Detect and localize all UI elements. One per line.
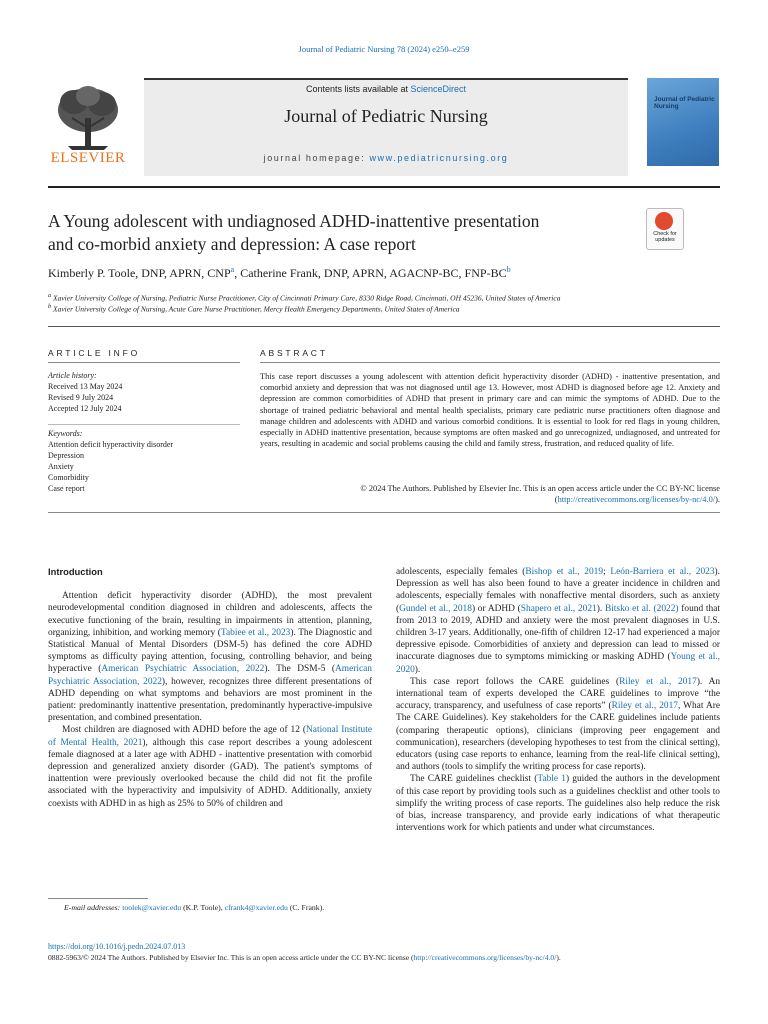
reference-link[interactable]: Riley et al., 2017 (619, 676, 697, 687)
author-1[interactable]: Kimberly P. Toole, DNP, APRN, CNP (48, 266, 231, 280)
check-updates-icon (655, 212, 673, 230)
keyword-item: Case report (48, 484, 85, 493)
footnote-rule (48, 898, 148, 899)
email-link-1[interactable]: toolek@xavier.edu (122, 903, 182, 912)
paragraph (48, 724, 372, 809)
abstract-copyright-prefix: © 2024 The Authors. Published by Elsevier Inc. This is an open access article under the CC BY-NC license ( (360, 484, 720, 505)
affiliation-b (48, 303, 720, 314)
reference-link[interactable]: Tabiee et al., 2023 (220, 627, 291, 638)
abstract-copyright (260, 483, 720, 505)
keyword-item: Comorbidity (48, 473, 89, 482)
paragraph (396, 566, 720, 676)
abstract-heading: ABSTRACT (260, 348, 328, 358)
text-run: ). The DSM-5 ( (264, 664, 336, 675)
text-run: Attention deficit hyperactivity disorder (ADHD), the most prevalent neurodevelopmental condition diagnosed in children and adolescents, affects the executive functioning of the brain, resulting in impairments in attention, planning, organizing, inhibition, and working memory ( (48, 591, 372, 638)
text-run: Most children are diagnosed with ADHD before the age of 12 ( (62, 725, 307, 736)
keyword-item: Depression (48, 451, 84, 460)
issn-license-line (48, 953, 720, 962)
reference-link[interactable]: Gundel et al., 2018 (399, 603, 472, 614)
homepage-prefix: journal homepage: (263, 153, 370, 163)
check-updates-label: Check for updates (653, 231, 677, 244)
reference-link[interactable]: Bitsko et al. (2022) (604, 603, 679, 614)
reference-link[interactable]: Young et al., 2020 (396, 652, 720, 675)
contents-prefix: Contents lists available at (305, 84, 411, 94)
reference-link[interactable]: León-Barriera et al., 2023 (610, 567, 715, 577)
body-column-left (48, 566, 372, 810)
text-run: adolescents, especially females ( (396, 567, 526, 577)
journal-cover-thumbnail[interactable] (647, 78, 719, 166)
email-footnote (64, 903, 664, 912)
received-date: Received 13 May 2024 (48, 382, 123, 391)
email-label: E-mail addresses: (64, 903, 123, 912)
abstract-copyright-suffix: ). (715, 495, 720, 505)
author-1-affiliation-link[interactable]: a (230, 265, 235, 274)
header-divider (48, 186, 720, 188)
reference-link[interactable]: National Institute of Mental Health, 2021 (48, 725, 373, 748)
article-title (48, 210, 608, 256)
elsevier-wordmark: ELSEVIER (50, 150, 126, 166)
accepted-date: Accepted 12 July 2024 (48, 404, 122, 413)
article-info-heading: ARTICLE INFO (48, 348, 141, 358)
article-history (48, 370, 240, 414)
email-link-2[interactable]: cfrank4@xavier.edu (224, 903, 288, 912)
paragraph (396, 773, 720, 834)
author-2-affiliation-link[interactable]: b (506, 265, 511, 274)
author-2[interactable]: Catherine Frank, DNP, APRN, AGACNP-BC, FNP-BC (240, 266, 507, 280)
text-run: ). An international team of experts developed the CARE guidelines to improve “the accuracy, transparency, and usefulness of case reports” ( (396, 676, 721, 712)
introduction-heading: Introduction (48, 566, 103, 577)
keywords-list (48, 428, 240, 494)
text-run: ) or ADHD ( (471, 603, 521, 614)
cover-title: Journal of Pediatric Nursing (654, 96, 715, 111)
text-run: ) guided the authors in the development of this case report by providing tools such as a guidelines checklist and other tools to simplify the writing process of case reports. The guidelines also help reduce the risk of bias, increase transparency, and provide early indications of what therapeutic interventions work for which patients and under what circumstances. (396, 774, 720, 834)
sciencedirect-link[interactable]: ScienceDirect (410, 84, 467, 94)
license-link[interactable]: http://creativecommons.org/licenses/by-nc/4.0/ (557, 495, 716, 505)
revised-date: Revised 9 July 2024 (48, 393, 114, 402)
text-run: ). (596, 603, 605, 614)
text-run: ). The Diagnostic and Statistical Manual of Mental Disorders (DSM-5) has defined the core ADHD symptoms as difficulty paying attention, focusing, controlling behavior, and being hyperactive ( (48, 627, 372, 675)
author-separator: , (234, 266, 241, 280)
author-divider (48, 326, 720, 327)
text-run: found that from 2013 to 2019, ADHD and anxiety were the most prevalent diagnoses in U.S. children 3-17 years. Additionally, one-fifth of children 12-17 had experienced a major depressive episode. Comorbidities of anxiety and depression can lead to missed or inaccurate diagnoses due to symptoms mimicking or masking ADHD ( (396, 603, 720, 663)
reference-link[interactable]: American Psychiatric Association, 2022 (101, 664, 265, 675)
issn-prefix: 0882-5963/© 2024 The Authors. Published by Elsevier Inc. This is an open access article under the CC BY-NC license ( (48, 953, 414, 962)
footer-license-link[interactable]: http://creativecommons.org/licenses/by-nc/4.0/ (413, 953, 557, 962)
article-title-line-2: and co-morbid anxiety and depression: A case report (48, 234, 416, 255)
text-run: , What Are The CARE Guidelines). Key stakeholders for the CARE guidelines include patients (comparing therapeutic options), clinicians (improving peer engagement and communication), researchers (developing hypotheses to test from the clinical setting), educators (using case reports to enhance, learning from the real-life clinical setting), and authors (tools to simplify the writing process for case reports). (396, 701, 720, 773)
email-name-1: (K.P. Toole), (181, 903, 225, 912)
affiliation-a (48, 292, 720, 303)
table-link[interactable]: Table 1 (537, 774, 566, 785)
text-run: ), however, recognizes three different presentations of ADHD depending on what symptoms and behaviors are most prominent in the patient: predominantly inattentive presentation, predominantly hyperactive-impulsive presentation, and combined presentation. (48, 676, 372, 724)
text-run: ). Depression as well has also been found to have a greater incidence in children and adolescents, especially females with nonaffective mental disorders, such as anxiety ( (396, 567, 721, 614)
doi-link[interactable]: https://doi.org/10.1016/j.pedn.2024.07.013 (48, 942, 186, 951)
keywords-label: Keywords: (48, 429, 83, 438)
keyword-item: Attention deficit hyperactivity disorder (48, 440, 174, 449)
journal-homepage-link[interactable]: www.pediatricnursing.org (369, 153, 509, 163)
keyword-item: Anxiety (48, 462, 74, 471)
abstract-bottom-rule (48, 512, 720, 513)
contents-available-line (144, 84, 628, 94)
journal-title: Journal of Pediatric Nursing (284, 106, 488, 126)
text-run: This case report follows the CARE guidelines ( (410, 676, 620, 687)
reference-link[interactable]: Bishop et al., 2019 (525, 567, 604, 577)
keywords-rule (48, 424, 240, 425)
reference-link[interactable]: Shapero et al., 2021 (520, 603, 597, 614)
issn-suffix: ). (556, 953, 561, 962)
article-title-line-1: A Young adolescent with undiagnosed ADHD-inattentive presentation (48, 211, 540, 231)
reference-link[interactable]: American Psychiatric Association, 2022 (48, 664, 372, 687)
history-label: Article history: (48, 371, 97, 380)
journal-homepage-line (144, 153, 628, 163)
affiliation-a-label: a (48, 292, 52, 299)
abstract-rule (260, 362, 720, 363)
affiliation-b-label: b (48, 303, 52, 310)
text-run: ). (414, 664, 421, 675)
email-name-2: (C. Frank). (287, 903, 325, 912)
text-run: The CARE guidelines checklist ( (410, 774, 538, 785)
affiliation-a-text: Xavier University College of Nursing, Pediatric Nurse Practitioner, City of Cincinnati Primary Care, 8330 Ridge Road, Cincinnati, OH 45236, United States of America (53, 293, 561, 303)
paragraph (396, 676, 720, 774)
abstract-text: This case report discusses a young adolescent with attention deficit hyperactivity disorder (ADHD) - inattentive presentation, and comorbid anxiety and depression that was not diagnosed until age 13. However, most ADHD is diagnosed before age 12. Anxiety and depression are common comorbidities of ADHD that present in primary care and can mimic the symptoms of ADHD. Due to the shortage of trained pediatric behavioral and mental health specialists, primary care pediatric nurse practitioners often diagnose and manage children and adolescents with ADHD and various comorbid conditions. It is essential to look for red flags in young children, especially in ADHD inattentive presentation, because symptoms are often masked and go unrecognized, undiagnosed, and untreated for years, resulting in academic and social problems causing the child and family stress, frustration, and reduced quality of life. (260, 372, 720, 449)
article-info-rule (48, 362, 240, 363)
affiliation-b-text: Xavier University College of Nursing, Acute Care Nurse Practitioner, Mercy Health Emergency Departments, United States of America (53, 304, 460, 314)
journal-citation-link[interactable]: Journal of Pediatric Nursing 78 (2024) e250–e259 (298, 44, 470, 54)
text-run: ), although this case report describes a young adolescent female diagnosed at a later age with ADHD - inattentive presentation with comorbid depression and generalized anxiety disorder (GAD). The patient's symptoms of inattention were previously overlooked because the child did not fit the profile associated with the hyperactivity and impulsivity of ADHD. Additionally, anxiety coexists with ADHD in as high as 25% to 50% of children and (48, 737, 372, 809)
text-run: ; (603, 567, 611, 577)
author-list (48, 265, 720, 281)
reference-link[interactable]: Riley et al., 2017 (611, 701, 678, 712)
paragraph (48, 590, 372, 724)
body-column-right (396, 566, 720, 834)
